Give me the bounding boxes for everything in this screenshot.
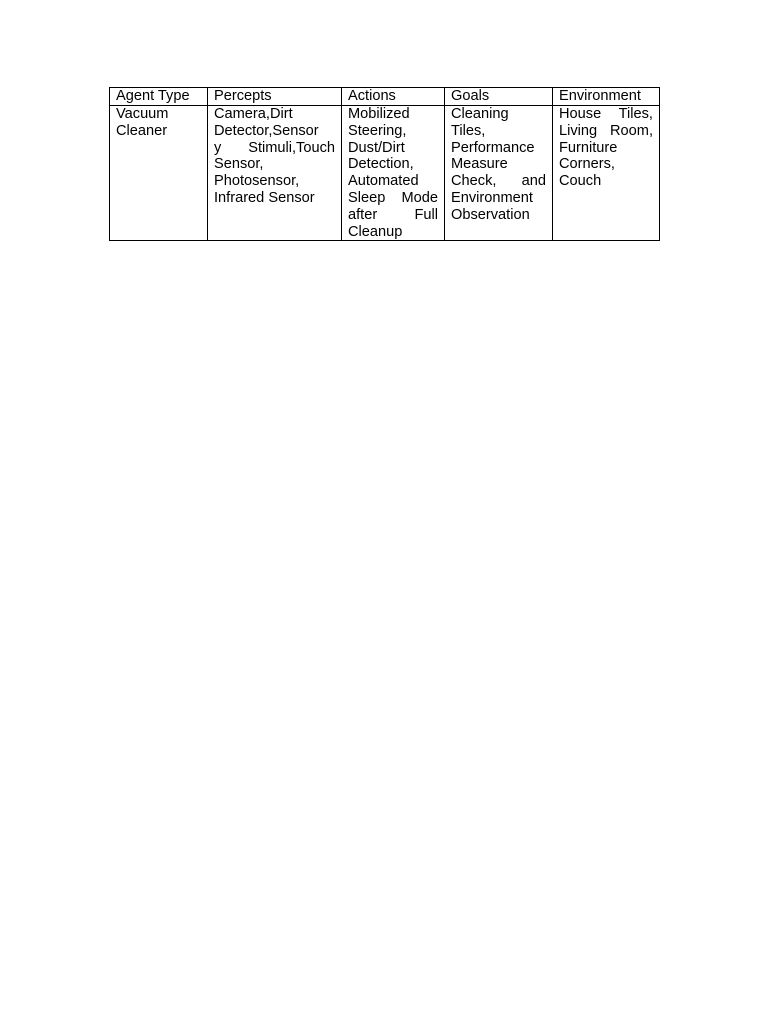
table-header-row <box>110 88 660 106</box>
cell-goals <box>445 106 553 241</box>
header-environment: Environment <box>553 88 660 106</box>
cell-line: after Full <box>348 206 438 223</box>
header-goals: Goals <box>445 88 553 106</box>
cell-line: Corners, <box>559 156 615 173</box>
cell-agent-type <box>110 106 208 241</box>
cell-line: Furniture <box>559 139 618 156</box>
cell-line: Living Room, <box>559 122 653 139</box>
cell-line: Cleanup <box>348 223 403 240</box>
table-row <box>110 106 660 241</box>
cell-line: Steering, <box>348 122 407 139</box>
header-percepts: Percepts <box>208 88 342 106</box>
cell-line: Measure <box>451 156 508 173</box>
cell-line: Performance <box>451 139 535 156</box>
cell-line: Detection, <box>348 156 414 173</box>
cell-line: Automated <box>348 173 419 190</box>
cell-line: Environment <box>451 189 533 206</box>
cell-line: Infrared Sensor <box>214 189 315 206</box>
cell-line: Photosensor, <box>214 173 300 190</box>
cell-line: Camera,Dirt <box>214 106 293 122</box>
cell-line: Couch <box>559 173 602 190</box>
cell-line: Dust/Dirt <box>348 139 405 156</box>
cell-line: Vacuum <box>116 106 169 122</box>
cell-line: Observation <box>451 206 530 223</box>
cell-line: Check, and <box>451 173 546 190</box>
peas-table <box>109 87 660 241</box>
cell-line: Sensor, <box>214 156 264 173</box>
cell-actions <box>342 106 445 241</box>
cell-line: Sleep Mode <box>348 189 438 206</box>
header-agent-type: Agent Type <box>110 88 208 106</box>
cell-line: Cleaning <box>451 106 509 122</box>
cell-environment <box>553 106 660 241</box>
cell-line: Mobilized <box>348 106 410 122</box>
cell-percepts <box>208 106 342 241</box>
cell-line: Tiles, <box>451 122 486 139</box>
cell-line: Cleaner <box>116 122 168 139</box>
cell-line: House Tiles, <box>559 106 653 122</box>
cell-line: y Stimuli,Touch <box>214 139 335 156</box>
header-actions: Actions <box>342 88 445 106</box>
cell-line: Detector,Sensor <box>214 122 319 139</box>
